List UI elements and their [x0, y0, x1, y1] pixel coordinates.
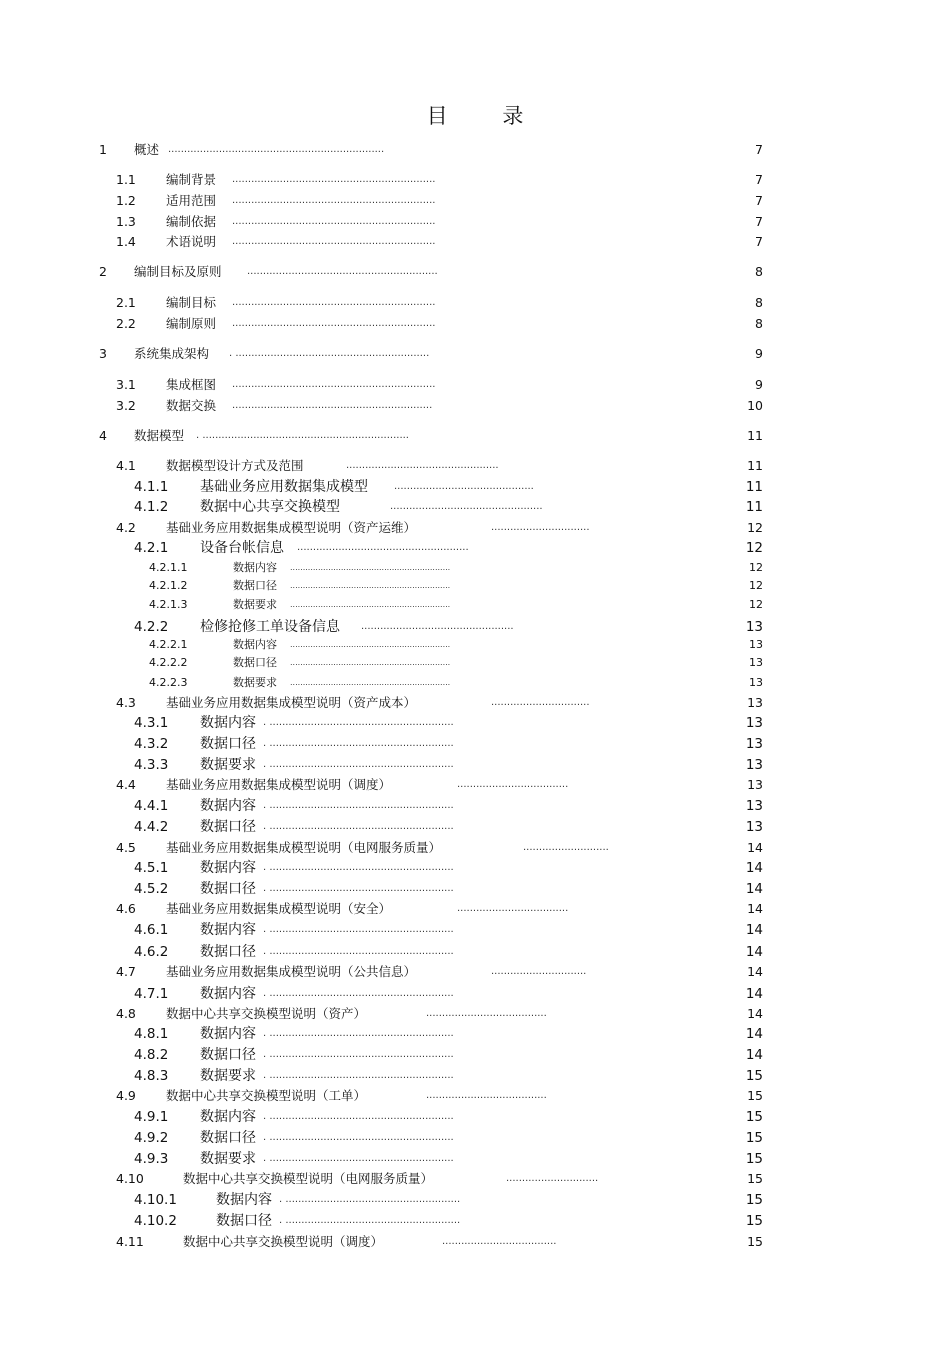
toc-entry-number: 4.9 — [116, 1088, 136, 1103]
toc-entry[interactable] — [0, 141, 950, 159]
toc-entry-leader: ............................................................... — [290, 640, 451, 649]
toc-entry-leader: ...................................... — [426, 1008, 547, 1019]
toc-entry-title: 集成框图 — [166, 377, 217, 392]
toc-entry-number: 4.4 — [116, 777, 136, 792]
toc-entry-number: 4.2.1.2 — [149, 579, 188, 592]
toc-entry-title: 数据内容 — [233, 638, 277, 651]
toc-entry-number: 2.1 — [116, 295, 136, 310]
toc-entry-number: 4.10 — [116, 1171, 144, 1186]
toc-entry[interactable] — [0, 345, 950, 363]
toc-entry-page: 10 — [747, 398, 763, 413]
toc-entry[interactable] — [0, 880, 950, 898]
toc-entry-leader: ............................................................... — [290, 563, 451, 572]
toc-entry-title: 基础业务应用数据集成模型说明（资产成本） — [166, 695, 417, 710]
toc-entry-number: 4.4.2 — [134, 819, 169, 835]
toc-entry-number: 4.10.1 — [134, 1192, 177, 1208]
toc-entry-number: 4.8.2 — [134, 1047, 169, 1063]
toc-entry[interactable] — [0, 1191, 950, 1209]
toc-entry[interactable] — [0, 294, 950, 312]
toc-entry-page: 7 — [755, 214, 763, 229]
toc-entry[interactable] — [0, 457, 950, 475]
toc-entry-page: 11 — [745, 499, 763, 515]
toc-entry[interactable] — [0, 1046, 950, 1064]
toc-entry[interactable] — [0, 943, 950, 961]
toc-entry-title: 概述 — [134, 142, 160, 157]
toc-entry-title: 数据口径 — [200, 736, 256, 752]
toc-entry-page: 7 — [755, 172, 763, 187]
toc-entry-number: 4.1.2 — [134, 499, 169, 515]
toc-entry-number: 4.2.2 — [134, 619, 169, 635]
toc-entry-number: 4.2.1.1 — [149, 561, 188, 574]
toc-entry-title: 数据要求 — [200, 1151, 256, 1167]
toc-entry-number: 4.3 — [116, 695, 136, 710]
toc-entry-leader: . .......................................................... — [263, 988, 454, 999]
toc-entry-leader: ................................................ — [361, 621, 514, 632]
toc-entry-page: 12 — [749, 561, 763, 574]
toc-entry[interactable] — [0, 859, 950, 877]
toc-entry[interactable] — [0, 1233, 950, 1251]
toc-entry-page: 14 — [745, 1047, 763, 1063]
toc-entry-page: 14 — [745, 986, 763, 1002]
toc-entry-number: 1.4 — [116, 234, 136, 249]
toc-entry-leader: ............................................ — [394, 481, 534, 492]
toc-entry-title: 基础业务应用数据集成模型 — [200, 479, 368, 495]
toc-entry-page: 15 — [747, 1088, 763, 1103]
toc-entry-page: 15 — [745, 1151, 763, 1167]
toc-entry-number: 4.1 — [116, 458, 136, 473]
toc-entry-leader: ................................................ — [390, 501, 543, 512]
toc-entry-leader: .................................... — [442, 1236, 557, 1247]
toc-entry-number: 4.8.1 — [134, 1026, 169, 1042]
toc-entry-page: 13 — [747, 695, 763, 710]
toc-entry-leader: . .......................................................... — [263, 1049, 454, 1060]
toc-entry-page: 14 — [747, 964, 763, 979]
toc-entry[interactable] — [0, 1005, 950, 1023]
toc-entry-title: 数据内容 — [233, 561, 277, 574]
toc-entry[interactable] — [0, 654, 950, 672]
toc-entry-page: 14 — [747, 901, 763, 916]
toc-entry-title: 基础业务应用数据集成模型说明（调度） — [166, 777, 392, 792]
toc-entry-title: 数据口径 — [200, 944, 256, 960]
toc-entry-leader: ............................................................... — [290, 678, 451, 687]
toc-entry-title: 数据要求 — [233, 676, 277, 689]
toc-entry-number: 4.6.2 — [134, 944, 169, 960]
toc-entry[interactable] — [0, 1025, 950, 1043]
toc-entry-leader: . ....................................................... — [279, 1194, 461, 1205]
toc-entry-title: 数据口径 — [200, 881, 256, 897]
toc-entry-title: 数据交换 — [166, 398, 217, 413]
toc-entry-leader: ............................................................ — [247, 266, 438, 277]
toc-entry-page: 13 — [749, 638, 763, 651]
toc-entry-page: 14 — [745, 922, 763, 938]
toc-entry-page: 13 — [745, 715, 763, 731]
toc-entry-page: 12 — [749, 598, 763, 611]
toc-entry-number: 3 — [99, 346, 107, 361]
toc-entry-leader: ................................................ — [346, 460, 499, 471]
toc-entry-page: 14 — [745, 1026, 763, 1042]
toc-entry-page: 12 — [747, 520, 763, 535]
toc-entry-page: 15 — [747, 1171, 763, 1186]
toc-entry-page: 7 — [755, 193, 763, 208]
toc-entry-number: 4.9.3 — [134, 1151, 169, 1167]
toc-entry[interactable] — [0, 1212, 950, 1230]
toc-entry-title: 数据中心共享交换模型 — [200, 499, 340, 515]
toc-entry-leader: ...................................................... — [297, 542, 469, 553]
toc-entry-title: 数据模型 — [134, 428, 185, 443]
toc-entry-number: 2 — [99, 264, 107, 279]
toc-entry-title: 设备台帐信息 — [200, 540, 284, 556]
toc-entry[interactable] — [0, 921, 950, 939]
toc-entry-number: 4.3.2 — [134, 736, 169, 752]
toc-entry[interactable] — [0, 1067, 950, 1085]
toc-entry-page: 14 — [745, 860, 763, 876]
toc-entry-leader: ............................... — [491, 697, 590, 708]
toc-entry-title: 数据中心共享交换模型说明（工单） — [166, 1088, 367, 1103]
toc-entry-number: 4.7 — [116, 964, 136, 979]
toc-entry-leader: ...................................... — [426, 1090, 547, 1101]
toc-entry-leader: . .......................................................... — [263, 946, 454, 957]
toc-entry-page: 8 — [755, 295, 763, 310]
toc-entry-leader: . .......................................................... — [263, 800, 454, 811]
toc-entry[interactable] — [0, 1150, 950, 1168]
toc-entry-number: 4.2.1.3 — [149, 598, 188, 611]
toc-entry-leader: . .......................................................... — [263, 717, 454, 728]
toc-entry-leader: ........................... — [523, 842, 609, 853]
toc-entry-leader: . ....................................................... — [279, 1215, 461, 1226]
toc-entry[interactable] — [0, 577, 950, 595]
toc-entry[interactable] — [0, 618, 950, 636]
toc-entry-number: 4.2.1 — [134, 540, 169, 556]
toc-entry-leader: . .......................................................... — [263, 1070, 454, 1081]
toc-entry-leader: ............................... — [491, 522, 590, 533]
toc-entry-number: 4 — [99, 428, 107, 443]
toc-entry[interactable] — [0, 559, 950, 577]
toc-entry-page: 13 — [749, 656, 763, 669]
toc-entry-page: 15 — [745, 1192, 763, 1208]
toc-entry-leader: ................................................................ — [232, 195, 436, 206]
toc-entry[interactable] — [0, 694, 950, 712]
toc-entry-title: 数据内容 — [200, 1109, 256, 1125]
toc-entry-title: 数据中心共享交换模型说明（电网服务质量） — [183, 1171, 434, 1186]
toc-entry-title: 数据口径 — [200, 1047, 256, 1063]
toc-entry[interactable] — [0, 315, 950, 333]
toc-entry[interactable] — [0, 985, 950, 1003]
toc-entry-title: 术语说明 — [166, 234, 217, 249]
toc-entry-title: 数据中心共享交换模型说明（资产） — [166, 1006, 367, 1021]
toc-entry-page: 8 — [755, 264, 763, 279]
toc-entry[interactable] — [0, 839, 950, 857]
toc-entry-title: 数据口径 — [233, 579, 277, 592]
toc-entry-page: 15 — [747, 1234, 763, 1249]
toc-entry-number: 2.2 — [116, 316, 136, 331]
toc-entry-page: 14 — [745, 881, 763, 897]
toc-entry[interactable] — [0, 596, 950, 614]
toc-entry-page: 14 — [747, 840, 763, 855]
toc-entry-number: 4.9.1 — [134, 1109, 169, 1125]
toc-entry-number: 4.7.1 — [134, 986, 169, 1002]
toc-entry-title: 数据内容 — [200, 715, 256, 731]
toc-entry[interactable] — [0, 636, 950, 654]
toc-entry[interactable] — [0, 1087, 950, 1105]
toc-entry[interactable] — [0, 397, 950, 415]
toc-entry[interactable] — [0, 756, 950, 774]
toc-entry-page: 13 — [745, 736, 763, 752]
toc-entry-number: 4.9.2 — [134, 1130, 169, 1146]
toc-entry-leader: .............................. — [491, 966, 587, 977]
toc-entry-number: 3.2 — [116, 398, 136, 413]
toc-entry[interactable] — [0, 171, 950, 189]
toc-entry-number: 4.5 — [116, 840, 136, 855]
toc-entry-title: 数据口径 — [200, 819, 256, 835]
toc-entry-leader: . .......................................................... — [263, 883, 454, 894]
toc-entry-title: 基础业务应用数据集成模型说明（资产运维） — [166, 520, 417, 535]
toc-entry-leader: ................................................................ — [232, 379, 436, 390]
toc-entry-number: 1.2 — [116, 193, 136, 208]
toc-entry-title: 数据内容 — [216, 1192, 272, 1208]
toc-entry-title: 编制原则 — [166, 316, 217, 331]
toc-entry[interactable] — [0, 1129, 950, 1147]
toc-entry-leader: . .......................................................... — [263, 862, 454, 873]
toc-entry[interactable] — [0, 519, 950, 537]
toc-entry-page: 12 — [745, 540, 763, 556]
toc-entry-number: 1.1 — [116, 172, 136, 187]
toc-entry-page: 13 — [745, 619, 763, 635]
toc-entry[interactable] — [0, 776, 950, 794]
toc-entry-title: 数据内容 — [200, 986, 256, 1002]
toc-entry[interactable] — [0, 674, 950, 692]
toc-entry-number: 4.2.2.3 — [149, 676, 188, 689]
toc-entry[interactable] — [0, 233, 950, 251]
toc-entry-number: 4.10.2 — [134, 1213, 177, 1229]
toc-entry[interactable] — [0, 539, 950, 557]
toc-entry-title: 系统集成架构 — [134, 346, 210, 361]
toc-entry-title: 数据口径 — [233, 656, 277, 669]
toc-entry-leader: ................................................................ — [232, 216, 436, 227]
toc-entry-page: 15 — [745, 1109, 763, 1125]
toc-entry-leader: . .......................................................... — [263, 759, 454, 770]
toc-entry-title: 数据中心共享交换模型说明（调度） — [183, 1234, 384, 1249]
toc-entry-number: 4.3.1 — [134, 715, 169, 731]
toc-entry-title: 数据内容 — [200, 860, 256, 876]
toc-entry-page: 11 — [747, 428, 763, 443]
toc-entry-number: 4.8 — [116, 1006, 136, 1021]
toc-entry-title: 基础业务应用数据集成模型说明（公共信息） — [166, 964, 417, 979]
toc-entry-page: 15 — [745, 1130, 763, 1146]
toc-entry-page: 8 — [755, 316, 763, 331]
toc-entry-leader: .................................................................... — [168, 144, 385, 155]
toc-entry-leader: ............................................................... — [290, 581, 451, 590]
toc-entry-title: 数据口径 — [200, 1130, 256, 1146]
toc-entry[interactable] — [0, 714, 950, 732]
toc-entry-page: 14 — [747, 1006, 763, 1021]
toc-entry-page: 12 — [749, 579, 763, 592]
toc-entry-page: 13 — [745, 819, 763, 835]
toc-entry-page: 9 — [755, 346, 763, 361]
toc-entry-page: 13 — [745, 798, 763, 814]
toc-entry-number: 3.1 — [116, 377, 136, 392]
toc-entry-leader: . ............................................................. — [229, 348, 430, 359]
toc-entry[interactable] — [0, 263, 950, 281]
toc-entry-title: 基础业务应用数据集成模型说明（电网服务质量） — [166, 840, 442, 855]
toc-entry-leader: ................................................................ — [232, 297, 436, 308]
toc-entry[interactable] — [0, 427, 950, 445]
toc-entry-title: 数据要求 — [233, 598, 277, 611]
toc-entry-number: 4.6 — [116, 901, 136, 916]
toc-entry-number: 4.5.2 — [134, 881, 169, 897]
toc-entry[interactable] — [0, 213, 950, 231]
toc-entry-number: 4.8.3 — [134, 1068, 169, 1084]
toc-title: 目 录 — [426, 104, 548, 128]
toc-entry-number: 4.2.2.2 — [149, 656, 188, 669]
toc-entry-number: 4.6.1 — [134, 922, 169, 938]
toc-entry-number: 4.2 — [116, 520, 136, 535]
toc-entry-page: 13 — [747, 777, 763, 792]
toc-entry[interactable] — [0, 478, 950, 496]
toc-entry-leader: . .......................................................... — [263, 821, 454, 832]
toc-entry-title: 编制依据 — [166, 214, 217, 229]
toc-entry-title: 适用范围 — [166, 193, 217, 208]
toc-entry[interactable] — [0, 818, 950, 836]
toc-entry-leader: . .......................................................... — [263, 924, 454, 935]
toc-entry[interactable] — [0, 900, 950, 918]
toc-entry-page: 9 — [755, 377, 763, 392]
toc-entry-page: 13 — [749, 676, 763, 689]
toc-entry-page: 15 — [745, 1213, 763, 1229]
toc-entry-leader: ............................. — [506, 1173, 599, 1184]
toc-entry-leader: ................................... — [457, 903, 569, 914]
toc-entry[interactable] — [0, 192, 950, 210]
toc-entry-title: 数据要求 — [200, 1068, 256, 1084]
toc-entry-title: 数据口径 — [216, 1213, 272, 1229]
toc-entry[interactable] — [0, 797, 950, 815]
toc-entry[interactable] — [0, 735, 950, 753]
toc-entry-number: 4.3.3 — [134, 757, 169, 773]
toc-entry-page: 14 — [745, 944, 763, 960]
toc-entry[interactable] — [0, 498, 950, 516]
toc-entry[interactable] — [0, 1108, 950, 1126]
toc-entry-number: 4.1.1 — [134, 479, 169, 495]
toc-entry-page: 11 — [745, 479, 763, 495]
toc-entry[interactable] — [0, 963, 950, 981]
toc-entry-title: 编制目标及原则 — [134, 264, 222, 279]
toc-entry-leader: . .......................................................... — [263, 1153, 454, 1164]
toc-entry-title: 检修抢修工单设备信息 — [200, 619, 340, 635]
toc-entry-page: 15 — [745, 1068, 763, 1084]
toc-entry-page: 13 — [745, 757, 763, 773]
toc-entry-leader: ............................................................... — [290, 658, 451, 667]
toc-entry-leader: . .......................................................... — [263, 1132, 454, 1143]
toc-entry-leader: ................................... — [457, 779, 569, 790]
toc-entry-number: 1 — [99, 142, 107, 157]
toc-entry-leader: . .......................................................... — [263, 1028, 454, 1039]
toc-entry-title: 编制目标 — [166, 295, 217, 310]
toc-entry-leader: ................................................................ — [232, 174, 436, 185]
toc-entry-leader: ................................................................ — [232, 318, 436, 329]
toc-entry-title: 数据内容 — [200, 1026, 256, 1042]
toc-entry[interactable] — [0, 1170, 950, 1188]
toc-entry-page: 11 — [747, 458, 763, 473]
toc-entry-leader: ............................................................... — [290, 600, 451, 609]
toc-entry-number: 4.11 — [116, 1234, 144, 1249]
toc-entry-leader: ............................................................... — [232, 400, 433, 411]
toc-entry-number: 1.3 — [116, 214, 136, 229]
toc-entry-title: 编制背景 — [166, 172, 217, 187]
toc-entry-title: 数据模型设计方式及范围 — [166, 458, 304, 473]
toc-entry-page: 7 — [755, 234, 763, 249]
toc-entry-number: 4.2.2.1 — [149, 638, 188, 651]
toc-entry[interactable] — [0, 376, 950, 394]
toc-entry-title: 数据内容 — [200, 798, 256, 814]
toc-entry-number: 4.4.1 — [134, 798, 169, 814]
toc-entry-leader: ................................................................ — [232, 236, 436, 247]
toc-entry-number: 4.5.1 — [134, 860, 169, 876]
toc-entry-leader: . .......................................................... — [263, 738, 454, 749]
toc-entry-leader: . .......................................................... — [263, 1111, 454, 1122]
toc-entry-page: 7 — [755, 142, 763, 157]
toc-entry-title: 数据内容 — [200, 922, 256, 938]
toc-entry-title: 基础业务应用数据集成模型说明（安全） — [166, 901, 392, 916]
toc-entry-title: 数据要求 — [200, 757, 256, 773]
toc-entry-leader: . ................................................................. — [196, 430, 409, 441]
